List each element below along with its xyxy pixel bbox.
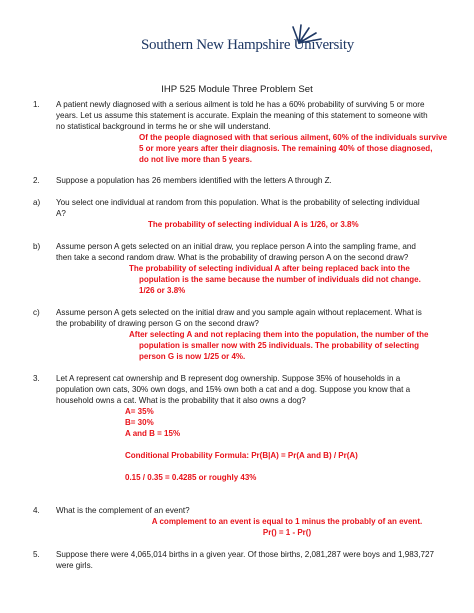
q1-line-1: A patient newly diagnosed with a serious ailment is told he has a 60% probability of surviving 5 or more xyxy=(56,100,425,109)
q4-answer-2: Pr() = 1 - Pr() xyxy=(262,528,312,537)
q3-line-3: household owns a cat. What is the probability that it also owns a dog? xyxy=(56,396,306,405)
q1-line-3: no statistical background in terms he or she will understand. xyxy=(56,122,271,131)
q4-answer-1: A complement to an event is equal to 1 minus the probably of an event. xyxy=(151,517,423,526)
university-logo xyxy=(141,24,354,58)
qa-line-1: You select one individual at random from this population. What is the probability of selecting individual xyxy=(56,198,420,207)
qa-answer: The probability of selecting individual A is 1/26, or 3.8% xyxy=(148,220,359,229)
q3-work-b: B= 30% xyxy=(125,418,154,427)
logo-text: Southern New Hampshire University xyxy=(141,37,354,53)
q1-line-2: years. Let us assume this statement is accurate. Explain the meaning of this statement to someone with xyxy=(56,111,428,120)
qb-line-1: Assume person A gets selected on an initial draw, you replace person A into the sampling frame, and xyxy=(56,242,416,251)
qc-answer-2: population is smaller now with 25 individuals. The probability of selecting xyxy=(139,341,420,350)
q3-line-2: population own cats, 30% own dogs, and 15% own both a cat and a dog. Suppose you know that a xyxy=(56,385,411,394)
q1-number: 1. xyxy=(33,100,40,109)
q3-formula: Conditional Probability Formula: Pr(B|A) = Pr(A and B) / Pr(A) xyxy=(125,451,358,460)
q2-text: Suppose a population has 26 members identified with the letters A through Z. xyxy=(56,176,332,185)
q3-work-ab: A and B = 15% xyxy=(125,429,181,438)
q5-number: 5. xyxy=(33,550,40,559)
q4-text: What is the complement of an event? xyxy=(56,506,190,515)
qa-line-2: A? xyxy=(56,209,66,218)
q2-number: 2. xyxy=(33,176,40,185)
q3-result: 0.15 / 0.35 = 0.4285 or roughly 43% xyxy=(125,473,257,482)
q5-line-2: were girls. xyxy=(56,561,93,570)
qc-answer-3: person G is now 1/25 or 4%. xyxy=(139,352,246,361)
q1-answer-2: 5 or more years after their diagnosis. The remaining 40% of those diagnosed, xyxy=(139,144,433,153)
q1-answer-1: Of the people diagnosed with that serious ailment, 60% of the individuals survive xyxy=(139,133,448,142)
q1-answer-3: do not live more than 5 years. xyxy=(139,155,252,164)
qc-line-1: Assume person A gets selected on the initial draw and you sample again without replacement. What is xyxy=(56,308,422,317)
qc-answer-1: After selecting A and not replacing them into the population, the number of the xyxy=(129,330,429,339)
q4-number: 4. xyxy=(33,506,40,515)
q3-work-a: A= 35% xyxy=(125,407,154,416)
page-title: IHP 525 Module Three Problem Set xyxy=(161,84,313,95)
qc-line-2: the probability of drawing person G on the second draw? xyxy=(56,319,259,328)
q5-line-1: Suppose there were 4,065,014 births in a given year. Of those births, 2,081,287 were boys and 1,983,727 xyxy=(56,550,434,559)
qb-line-2: then take a second random draw. What is the probability of drawing person A on the second draw? xyxy=(56,253,409,262)
qa-label: a) xyxy=(33,198,41,207)
qc-label: c) xyxy=(33,308,40,317)
q3-line-1: Let A represent cat ownership and B represent dog ownership. Suppose 35% of households in a xyxy=(56,374,401,383)
qb-label: b) xyxy=(33,242,41,251)
qb-answer-1: The probability of selecting individual A after being replaced back into the xyxy=(129,264,410,273)
qb-answer-2: population is the same because the number of individuals did not change. xyxy=(139,275,421,284)
qb-answer-3: 1/26 or 3.8% xyxy=(139,286,186,295)
q3-number: 3. xyxy=(33,374,40,383)
